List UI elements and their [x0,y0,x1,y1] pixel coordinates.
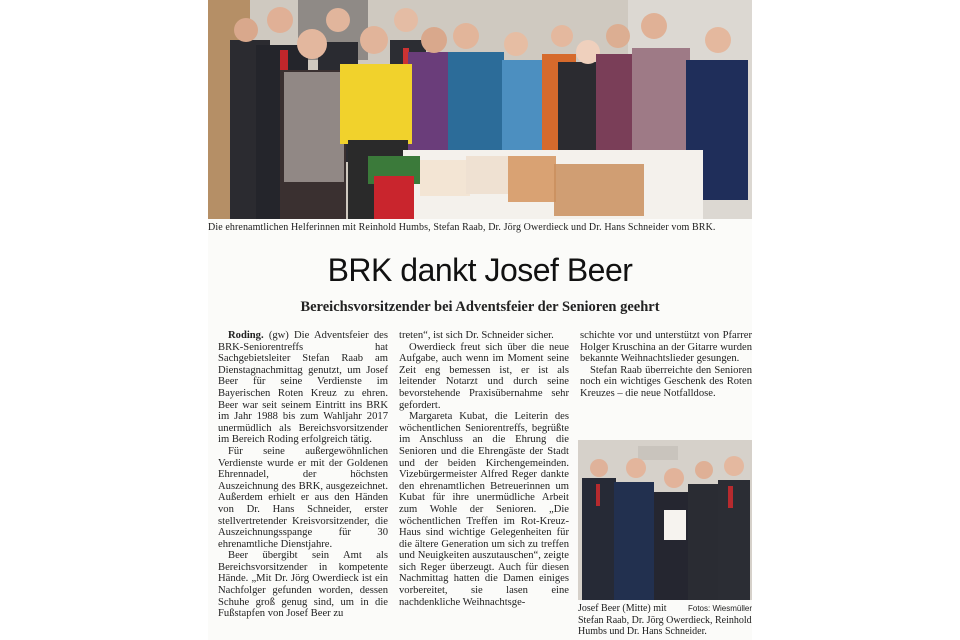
article-paragraph: Für seine außergewöhnlichen Verdienste wurde er mit der Goldenen Ehrennadel, der höchsten Auszeichnung des BRK, ausgezeichnet. Außerdem erhielt er aus den Händen von Dr. Hans Schneider, erster stellvertretender Kreisvorsitzender, die Auszeichnungsspange für 30 ehrenamtliche Dienstjahre. [218,445,388,550]
photo-credit: Fotos: Wiesmüller [687,604,752,613]
top-photo-caption: Die ehrenamtlichen Helferinnen mit Reinhold Humbs, Stefan Raab, Dr. Jörg Owerdieck und Dr. Hans Schneider vom BRK. [208,222,716,233]
newspaper-clipping [208,0,752,640]
article-column-2 [399,330,569,608]
article-paragraph: schichte vor und unterstützt von Pfarrer Holger Kruschina an der Gitarre wurden bekannte Weihnachtslieder gesungen. [580,330,752,365]
article-paragraph: Owerdieck freut sich über die neue Aufgabe, auch wenn im Moment seine Zeit eng bemessen ist, er ist als leitender Notarzt und durch seine bevorstehende Praxisübernahme sehr gefordert. [399,341,569,411]
article-paragraph: treten“, ist sich Dr. Schneider sicher. [399,330,554,341]
award-photo-caption: Fotos: Wiesmüller Josef Beer (Mitte) mit Stefan Raab, Dr. Jörg Owerdieck, Reinhold Humbs und Dr. Hans Schneider. [578,603,752,637]
award-photo-illustration [578,440,752,600]
article-paragraph: Roding. (gw) Die Adventsfeier des BRK-Seniorentreffs hat Sachgebietsleiter Stefan Raab am Dienstagnachmittag genutzt, um Josef Beer für seine Verdienste im Bayerischen Roten Kreuz zu ehren. Beer war seit seinem Eintritt ins BRK im Jahr 1988 bis zum Wahljahr 2017 unermüdlich als Bereichsvorsitzender im Bereich Roding erfolgreich tätig. [218,330,388,446]
article-subheadline: Bereichsvorsitzender bei Adventsfeier der Senioren geehrt [300,299,660,315]
article-paragraph: Stefan Raab überreichte den Senioren noch ein wichtiges Geschenk des Roten Kreuzes – die neue Notfalldose. [580,364,752,399]
dateline: Roding. [228,330,264,341]
article-paragraph: Margareta Kubat, die Leiterin des wöchentlichen Seniorentreffs, begrüßte im Anschluss an die Ehrung die Senioren und die Ehrengäste der Stadt und der beiden Kirchengemeinden. Vizebürgermeister Alfred Reger dankte den ehrenamtlichen Betreuerinnen um Kubat für ihre unermüdliche Arbeit zum Wohle der Senioren. „Die wöchentlichen Treffen im Rot-Kreuz-Haus sind wichtige Gelegenheiten für die ältere Generation um sich zu treffen und Neuigkeiten auszutauschen“, zeigte sich Reger überzeugt. Auch für diesen Nachmittag hatten die Damen einiges vorbereitet, sie lasen eine nachdenkliche Weihnachtsge- [399,411,569,608]
article-column-1 [218,330,388,620]
award-photo [578,440,752,600]
group-photo-illustration [208,0,752,219]
group-photo [208,0,752,219]
article-column-3 [580,330,752,400]
article-headline: BRK dankt Josef Beer [327,252,633,288]
article-paragraph: Beer übergibt sein Amt als Bereichsvorsitzender in kompetente Hände. „Mit Dr. Jörg Owerdieck ist ein Nachfolger gefunden worden, dessen Schuhe groß genug sind, um in die Fußstapfen von Josef Beer zu [218,550,388,620]
